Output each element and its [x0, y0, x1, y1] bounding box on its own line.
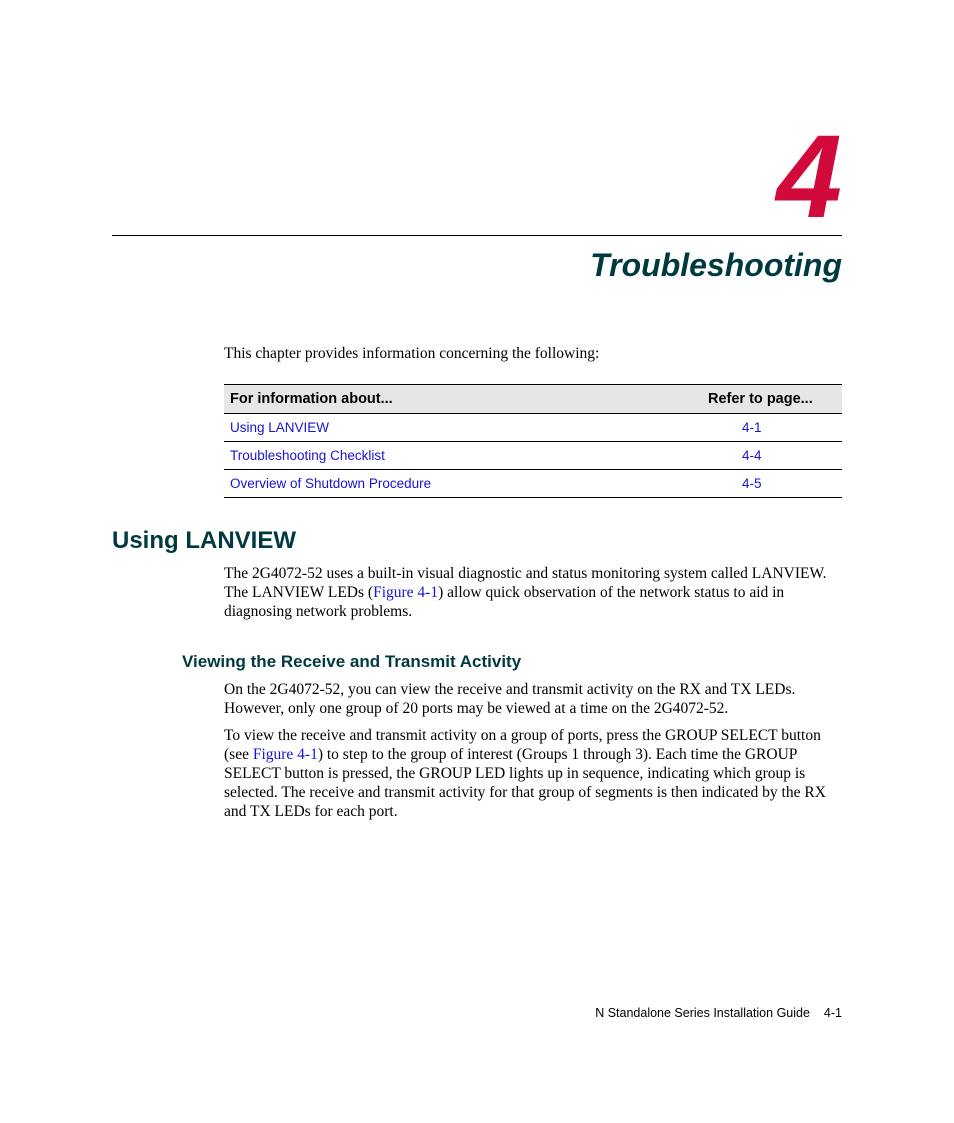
chapter-title: Troubleshooting	[590, 247, 842, 283]
toc-page-link[interactable]: 4-4	[708, 442, 842, 470]
footer-page-number: 4-1	[823, 1006, 842, 1020]
toc-page-link[interactable]: 4-1	[708, 414, 842, 442]
table-row	[224, 470, 842, 498]
activity-paragraph-2-text-start: To view the receive and transmit activity on a group of ports, press the GROUP SELECT button (see	[224, 727, 821, 763]
toc-header-topic: For information about...	[224, 385, 708, 414]
lanview-paragraph-text-start: The 2G4072-52 uses a built-in visual diagnostic and status monitoring system called LANVIEW. The LANVIEW LEDs (	[224, 565, 827, 601]
toc-header-page: Refer to page...	[708, 385, 842, 414]
figure-link[interactable]: Figure 4-1	[373, 584, 439, 601]
figure-link[interactable]: Figure 4-1	[252, 746, 318, 763]
subsection-heading-viewing-activity: Viewing the Receive and Transmit Activity	[182, 652, 522, 671]
table-row	[224, 442, 842, 470]
toc-table	[224, 384, 842, 498]
section-heading-using-lanview: Using LANVIEW	[112, 527, 296, 554]
activity-paragraph-2-text-end: ) to step to the group of interest (Groups 1 through 3). Each time the GROUP SELECT button is pressed, the GROUP LED lights up in sequence, indicating which group is selected. The receive and transmit activity for that group of segments is then indicated by the RX and TX LEDs for each port.	[224, 746, 826, 820]
activity-paragraph-2	[224, 726, 844, 821]
table-row	[224, 414, 842, 442]
toc-link-using-lanview[interactable]: Using LANVIEW	[224, 414, 708, 442]
toc-link-troubleshooting-checklist[interactable]: Troubleshooting Checklist	[224, 442, 708, 470]
toc-page-link[interactable]: 4-5	[708, 470, 842, 498]
intro-text: This chapter provides information concerning the following:	[224, 345, 600, 362]
footer-guide-title: N Standalone Series Installation Guide	[595, 1006, 810, 1020]
chapter-rule	[112, 235, 842, 236]
page-footer	[595, 1006, 842, 1020]
activity-paragraph-1: On the 2G4072-52, you can view the receive and transmit activity on the RX and TX LEDs. However, only one group of 20 ports may be viewed at a time on the 2G4072-52.	[224, 681, 796, 717]
lanview-paragraph	[224, 564, 844, 621]
lanview-paragraph-text-end: ) allow quick observation of the network status to aid in diagnosing network problems.	[224, 584, 785, 620]
toc-header-row	[224, 385, 842, 414]
chapter-number: 4	[776, 111, 842, 243]
toc-link-shutdown-procedure[interactable]: Overview of Shutdown Procedure	[224, 470, 708, 498]
